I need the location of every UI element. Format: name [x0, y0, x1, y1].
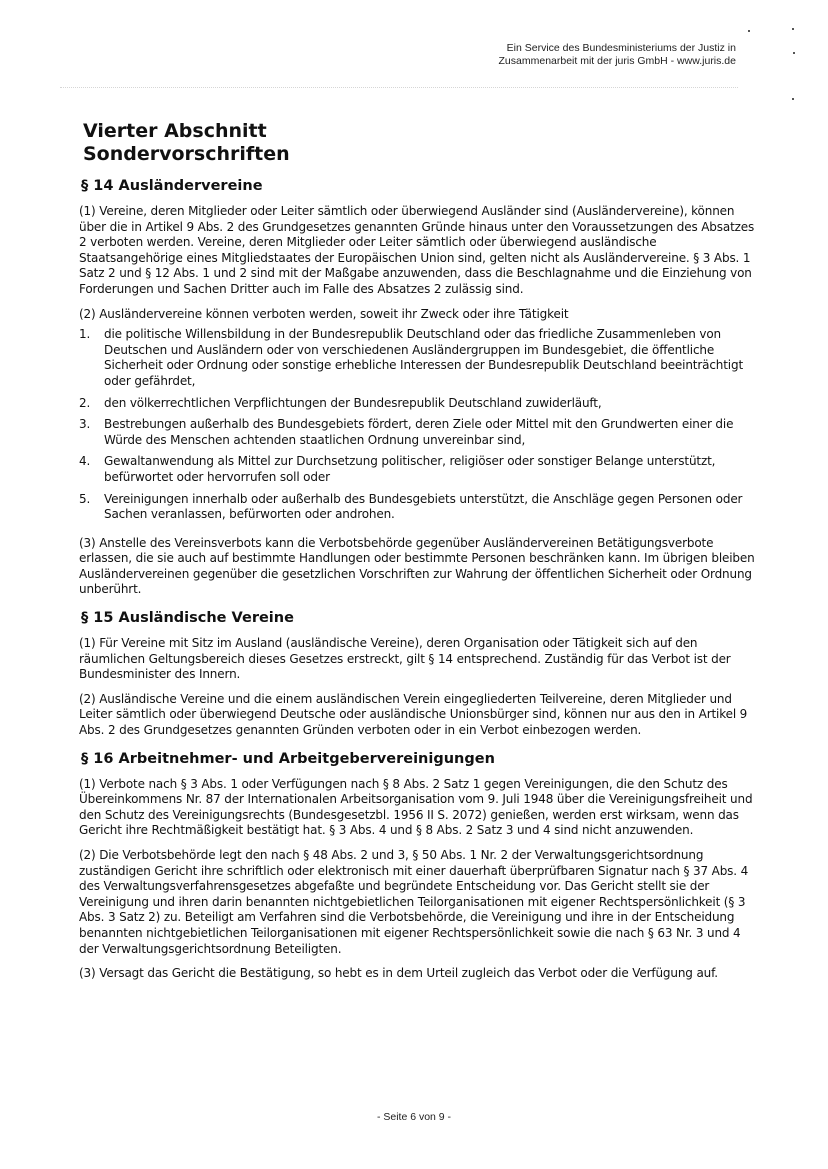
paragraph: (3) Anstelle des Vereinsverbots kann die Verbotsbehörde gegenüber Ausländervereinen Betätigungsverbote erlassen, die sie auch auf bestimmte Handlungen oder bestimmte Personen beschränken kann. Im übrigen bleiben Ausländervereinen gegenüber die gesetzlichen Vorschriften zur Wahrung der öffentlichen Sicherheit oder Ordnung unberührt.	[79, 535, 755, 597]
paragraph: (1) Verbote nach § 3 Abs. 1 oder Verfügungen nach § 8 Abs. 2 Satz 1 gegen Vereinigungen, die den Schutz des Übereinkommens Nr. 87 der Internationalen Arbeitsorganisation vom 9. Juli 1948 über die Vereinigungsfreiheit und den Schutz des Vereinigungsrechts (Bundesgesetzbl. 1956 II S. 2072) genießen, werden erst wirksam, wenn das Gericht ihre Rechtmäßigkeit bestätigt hat. § 3 Abs. 4 und § 8 Abs. 2 Satz 3 und 4 sind nicht anzuwenden.	[79, 776, 753, 838]
publisher-note-line-1: Ein Service des Bundesministeriums der Justiz in	[506, 42, 736, 54]
paragraph: (1) Für Vereine mit Sitz im Ausland (ausländische Vereine), deren Organisation oder Tätigkeit sich auf den räumlichen Geltungsbereich dieses Gesetzes erstreckt, gilt § 14 entsprechend. Zuständig für das Verbot ist der Bundesminister des Innern.	[79, 636, 731, 682]
paragraph: (2) Ausländervereine können verboten werden, soweit ihr Zweck oder ihre Tätigkeit	[79, 306, 569, 321]
list-item	[79, 492, 757, 523]
chapter-title	[83, 120, 757, 166]
scan-speck	[792, 98, 794, 100]
page-number: - Seite 6 von 9 -	[376, 1111, 452, 1123]
list-item-number: 3.	[79, 417, 91, 432]
list-item	[79, 327, 757, 389]
list-item-text: Gewaltanwendung als Mittel zur Durchsetzung politischer, religiöser oder sonstiger Belange unterstützt, befürwortet oder hervorrufen soll oder	[104, 454, 716, 484]
section-15	[79, 609, 757, 739]
list-item-text: Bestrebungen außerhalb des Bundesgebiets fördert, deren Ziele oder Mittel mit den Grundwerten einer die Würde des Menschen achtenden staatlichen Ordnung unvereinbar sind,	[104, 417, 734, 447]
scan-speck	[748, 30, 750, 32]
list-item-text: Vereinigungen innerhalb oder außerhalb des Bundesgebiets unterstützt, die Anschläge gegen Personen oder Sachen veranlassen, befürworten oder androhen.	[104, 491, 743, 522]
list-item	[79, 454, 757, 485]
list-item-text: die politische Willensbildung in der Bundesrepublik Deutschland oder das friedliche Zusammenleben von Deutschen und Ausländern oder von verschiedenen Ausländergruppen im Bundesgebiet, die öffentliche Sicherheit oder Ordnung oder sonstige erhebliche Interessen der Bundesrepublik Deutschland beeinträchtigt oder gefährdet,	[104, 327, 744, 388]
list-item-number: 1.	[79, 327, 91, 342]
numbered-list	[79, 327, 757, 523]
paragraph: (2) Ausländische Vereine und die einem ausländischen Verein eingegliederten Teilvereine, deren Mitglieder und Leiter sämtlich oder überwiegend Deutsche oder ausländische Unionsbürger sind, können nur aus den in Artikel 9 Abs. 2 des Grundgesetzes genannten Gründen verboten oder in ein Verbot einbezogen werden.	[79, 691, 748, 738]
list-item	[79, 396, 757, 412]
scan-speck	[792, 28, 794, 30]
section-heading: § 15 Ausländische Vereine	[81, 610, 294, 627]
chapter-title-line-1: Vierter Abschnitt	[83, 120, 267, 142]
paragraph: (1) Vereine, deren Mitglieder oder Leiter sämtlich oder überwiegend Ausländer sind (Ausländervereine), können über die in Artikel 9 Abs. 2 des Grundgesetzes genannten Gründe hinaus unter den Voraussetzungen des Absatzes 2 verboten werden. Vereine, deren Mitglieder oder Leiter sämtlich oder überwiegend ausländische Staatsangehörige eines Mitgliedstaates der Europäischen Union sind, gelten nicht als Ausländervereine. § 3 Abs. 1 Satz 2 und § 12 Abs. 1 und 2 sind mit der Maßgabe anzuwenden, dass die Beschlagnahme und die Einziehung von Forderungen und Sachen Dritter auch im Falle des Absatzes 2 zulässig sind.	[79, 204, 755, 296]
list-item-number: 5.	[79, 491, 91, 506]
list-item-number: 2.	[79, 395, 91, 410]
section-heading: § 16 Arbeitnehmer- und Arbeitgebervereinigungen	[81, 750, 495, 767]
publisher-note-line-2: Zusammenarbeit mit der juris GmbH - www.juris.de	[498, 55, 736, 67]
scan-speck	[793, 52, 795, 54]
paragraph: (3) Versagt das Gericht die Bestätigung, so hebt es in dem Urteil zugleich das Verbot oder die Verfügung auf.	[79, 966, 718, 981]
chapter-title-line-2: Sondervorschriften	[83, 143, 290, 165]
header-divider	[60, 87, 738, 88]
list-item	[79, 417, 757, 448]
list-item-text: den völkerrechtlichen Verpflichtungen der Bundesrepublik Deutschland zuwiderläuft,	[104, 395, 602, 410]
section-16	[79, 750, 757, 982]
document-body	[79, 120, 757, 991]
section-14	[79, 177, 757, 598]
list-item-number: 4.	[79, 454, 91, 469]
publisher-note	[416, 42, 736, 68]
section-heading: § 14 Ausländervereine	[81, 178, 263, 194]
paragraph: (2) Die Verbotsbehörde legt den nach § 48 Abs. 2 und 3, § 50 Abs. 1 Nr. 2 der Verwaltungsgerichtsordnung zuständigen Gericht ihre schriftlich oder elektronisch mit einer dauerhaft überprüfbaren Signatur nach § 37 Abs. 4 des Verwaltungsverfahrensgesetzes abgefaßte und begründete Entscheidung vor. Das Gericht stellt sie der Vereinigung und ihren darin benannten nichtgebietlichen Teilorganisationen mit eigener Rechtspersönlichkeit (§ 3 Abs. 3 Satz 2) zu. Beteiligt am Verfahren sind die Verbotsbehörde, die Vereinigung und ihre in der Entscheidung benannten nichtgebietlichen Teilorganisationen mit eigener Rechtspersönlichkeit sowie die nach § 63 Nr. 3 und 4 der Verwaltungsgerichtsordnung Beteiligten.	[79, 848, 749, 956]
